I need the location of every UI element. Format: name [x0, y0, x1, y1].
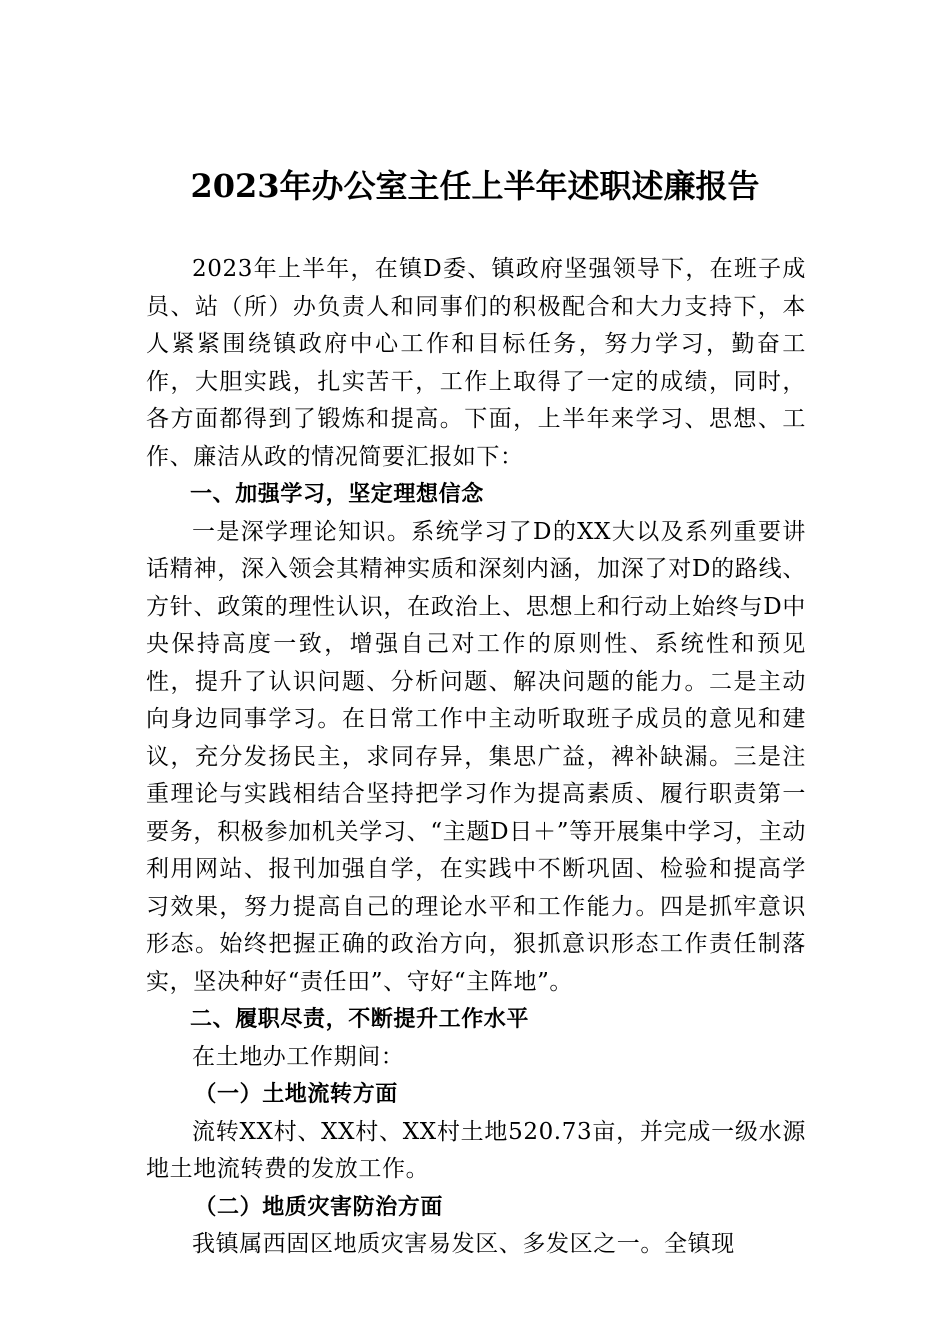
subsection-1-heading: （一）土地流转方面 — [194, 1081, 398, 1107]
document-title: 2023年办公室主任上半年述职述廉报告 — [190, 167, 760, 205]
subsection-1-paragraph: 流转XX村、XX村、XX村土地520.73亩，并完成一级水源地土地流转费的发放工作。 — [146, 1118, 806, 1182]
section-2-lead: 在土地办工作期间： — [192, 1043, 405, 1070]
section-2-heading: 二、履职尽责，不断提升工作水平 — [190, 1007, 530, 1032]
document-body — [146, 251, 806, 1264]
section-1-paragraph: 一是深学理论知识。系统学习了D的XX大以及系列重要讲话精神，深入领会其精神实质和深刻内涵，加深了对D的路线、方针、政策的理性认识，在政治上、思想上和行动上始终与D中央保持高度一致，增强自己对工作的原则性、系统性和预见性，提升了认识问题、分析问题、解决问题的能力。二是主动向身边同事学习。在日常工作中主动听取班子成员的意见和建议，充分发扬民主，求同存异，集思广益，裨补缺漏。三是注重理论与实践相结合坚持把学习作为提高素质、履行职责第一要务，积极参加机关学习、“主题D日＋”等开展集中学习，主动利用网站、报刊加强自学，在实践中不断巩固、检验和提高学习效果，努力提高自己的理论水平和工作能力。四是抓牢意识形态。始终把握正确的政治方向，狠抓意识形态工作责任制落实，坚决种好“责任田”、守好“主阵地”。 — [146, 518, 806, 995]
subsection-2-paragraph: 我镇属西固区地质灾害易发区、多发区之一。全镇现 — [192, 1231, 735, 1257]
subsection-2-heading: （二）地质灾害防治方面 — [194, 1193, 443, 1220]
intro-paragraph: 2023年上半年，在镇D委、镇政府坚强领导下，在班子成员、站（所）办负责人和同事们的积极配合和大力支持下，本人紧紧围绕镇政府中心工作和目标任务，努力学习，勤奋工作，大胆实践，扎实苦干，工作上取得了一定的成绩，同时，各方面都得到了锻炼和提高。下面，上半年来学习、思想、工作、廉洁从政的情况简要汇报如下： — [146, 256, 806, 470]
section-1-heading: 一、加强学习，坚定理想信念 — [190, 482, 484, 507]
